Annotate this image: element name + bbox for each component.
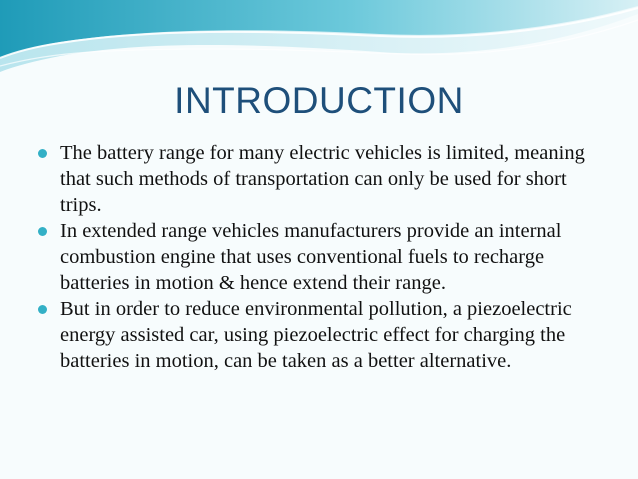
- slide-title: INTRODUCTION: [174, 80, 464, 121]
- bullet-item: [36, 140, 596, 218]
- bullet-text: But in order to reduce environmental pollution, a piezoelectric energy assisted car, using piezoelectric effect for charging the batteries in motion, can be taken as a better alternative.: [60, 298, 572, 372]
- bullet-item: [36, 218, 596, 296]
- bullet-dot-icon: [38, 305, 47, 314]
- bullet-text: In extended range vehicles manufacturers provide an internal combustion engine that uses conventional fuels to recharge batteries in motion & hence extend their range.: [60, 220, 562, 294]
- bullet-list: [36, 140, 596, 374]
- bullet-dot-icon: [38, 149, 47, 158]
- bullet-item: [36, 296, 596, 374]
- bullet-dot-icon: [38, 227, 47, 236]
- bullet-text: The battery range for many electric vehicles is limited, meaning that such methods of transportation can only be used for short trips.: [60, 142, 585, 216]
